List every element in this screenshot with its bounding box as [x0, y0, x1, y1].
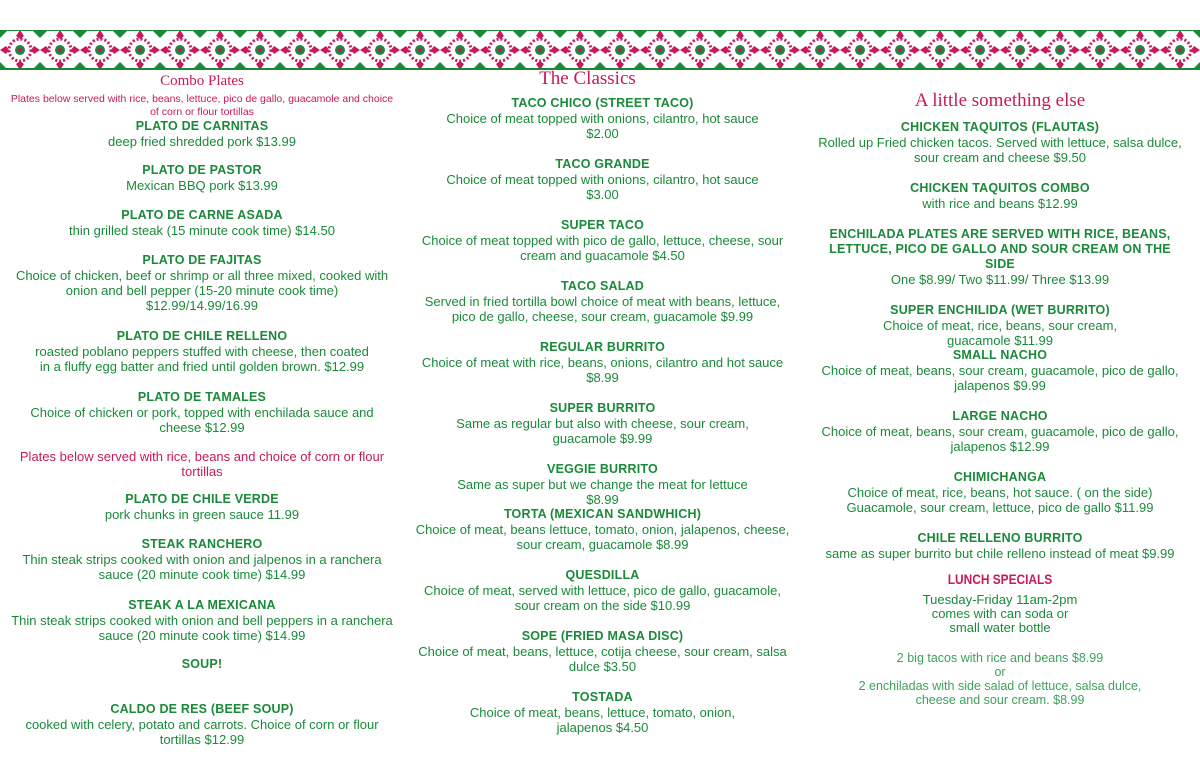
- combo-note: Plates below served with rice, beans, lettuce, pico de gallo, guacamole and choice of corn or flour tortillas: [10, 93, 394, 118]
- item-name: LARGE NACHO: [952, 409, 1048, 423]
- item-name: TACO SALAD: [560, 279, 644, 293]
- menu-item: [415, 401, 790, 446]
- lunch-specials-title: LUNCH SPECIALS: [947, 571, 1053, 587]
- item-name: VEGGIE BURRITO: [547, 462, 658, 476]
- combo-note-2: Plates below served with rice, beans and choice of corn or flour tortillas: [19, 449, 385, 479]
- item-name: TOSTADA: [572, 690, 633, 704]
- item-name: SUPER BURRITO: [549, 401, 656, 415]
- lunch-hours: Tuesday-Friday 11am-2pm: [922, 592, 1078, 607]
- menu-item: [415, 629, 790, 674]
- item-name: CHICKEN TAQUITOS (FLAUTAS): [900, 120, 1100, 134]
- item-name: PLATO DE FAJITAS: [142, 253, 262, 267]
- item-desc: pork chunks in green sauce 11.99: [104, 507, 300, 522]
- item-name: ENCHILADA PLATES ARE SERVED WITH RICE, BEANS, LETTUCE, PICO DE GALLO AND SOUR CREAM ON THE SIDE: [829, 227, 1171, 271]
- item-desc: Choice of meat topped with pico de gallo, lettuce, cheese, sour cream and guacamole $4.50: [421, 233, 784, 263]
- lunch-offer-enchiladas: 2 enchiladas with side salad of lettuce, salsa dulce, cheese and sour cream. $8.99: [858, 679, 1142, 707]
- item-name: TORTA (MEXICAN SANDWHICH): [503, 507, 702, 521]
- menu-item: [815, 348, 1185, 393]
- item-desc: Choice of meat topped with onions, cilantro, hot sauce $2.00: [446, 111, 759, 141]
- item-desc: Choice of meat, beans, sour cream, guacamole, pico de gallo, jalapenos $9.99: [821, 363, 1179, 393]
- item-name: STEAK RANCHERO: [141, 537, 263, 551]
- item-desc: Rolled up Fried chicken tacos. Served with lettuce, salsa dulce, sour cream and cheese $9.50: [818, 135, 1182, 165]
- item-desc: roasted poblano peppers stuffed with cheese, then coated in a fluffy egg batter and fried until golden brown. $12.99: [35, 344, 369, 374]
- item-name: PLATO DE CHILE RELLENO: [116, 329, 288, 343]
- item-name: SOPE (FRIED MASA DISC): [521, 629, 684, 643]
- menu-item: [815, 120, 1185, 165]
- item-desc: thin grilled steak (15 minute cook time) $14.50: [69, 223, 335, 238]
- lunch-specials: [815, 571, 1185, 707]
- item-name: CHIMICHANGA: [953, 470, 1047, 484]
- item-desc: Choice of meat, beans, sour cream, guacamole, pico de gallo, jalapenos $12.99: [821, 424, 1179, 454]
- item-desc: cooked with celery, potato and carrots. Choice of corn or flour tortillas $12.99: [25, 717, 379, 747]
- menu-item: [10, 119, 394, 149]
- item-desc: Thin steak strips cooked with onion and bell peppers in a ranchera sauce (20 minute cook time) $14.99: [11, 613, 393, 643]
- item-desc: Choice of chicken, beef or shrimp or all three mixed, cooked with onion and bell pepper (15-20 minute cook time) $12.99/14.99/16.99: [15, 268, 389, 313]
- section-title-combo-plates: Combo Plates: [160, 73, 244, 89]
- item-desc: with rice and beans $12.99: [922, 196, 1078, 211]
- menu-item: [815, 227, 1185, 287]
- menu-item: [415, 690, 790, 735]
- menu-item: [10, 390, 394, 435]
- menu-item: [415, 279, 790, 324]
- menu-item: [415, 218, 790, 263]
- item-name: SUPER TACO: [560, 218, 645, 232]
- menu-item: [415, 96, 790, 141]
- item-desc: Choice of meat, served with lettuce, pico de gallo, guacamole, sour cream on the side $10.99: [424, 583, 781, 613]
- menu-item: [10, 329, 394, 374]
- item-name: TACO CHICO (STREET TACO): [511, 96, 694, 110]
- item-desc: Same as super but we change the meat for lettuce $8.99: [457, 477, 748, 507]
- item-desc: Choice of meat, beans lettuce, tomato, onion, jalapenos, cheese, sour cream, guacamole $8.99: [415, 522, 790, 552]
- combo-items-list-2: [10, 492, 394, 643]
- item-name: CALDO DE RES (BEEF SOUP): [110, 702, 294, 716]
- section-title-something-else: A little something else: [914, 90, 1086, 111]
- item-name: SUPER ENCHILIDA (WET BURRITO): [890, 303, 1110, 317]
- item-name: PLATO DE CARNE ASADA: [121, 208, 283, 222]
- item-name: PLATO DE TAMALES: [137, 390, 267, 404]
- item-name: SMALL NACHO: [952, 348, 1048, 362]
- item-name: REGULAR BURRITO: [540, 340, 665, 354]
- item-name: CHILE RELLENO BURRITO: [917, 531, 1083, 545]
- classics-column: [415, 68, 790, 735]
- lunch-offer-tacos: 2 big tacos with rice and beans $8.99: [896, 651, 1104, 665]
- classics-items-list: [415, 96, 790, 735]
- item-desc: One $8.99/ Two $11.99/ Three $13.99: [890, 272, 1110, 287]
- lunch-drink: comes with can soda or small water bottle: [931, 606, 1069, 635]
- menu-item: [10, 598, 394, 643]
- menu-item: [10, 253, 394, 313]
- combo-plates-column: [10, 72, 394, 747]
- menu-item: [415, 568, 790, 613]
- item-desc: Choice of meat with rice, beans, onions, cilantro and hot sauce $8.99: [421, 355, 784, 385]
- item-desc: Same as regular but also with cheese, sour cream, guacamole $9.99: [456, 416, 749, 446]
- menu-item: [10, 702, 394, 747]
- item-name: TACO GRANDE: [555, 157, 650, 171]
- menu-item: [415, 462, 790, 507]
- combo-items-list: [10, 119, 394, 435]
- item-name: PLATO DE PASTOR: [142, 163, 262, 177]
- menu-item: [815, 470, 1185, 515]
- menu-item: [415, 157, 790, 202]
- menu-item: [415, 340, 790, 385]
- item-desc: Choice of meat, rice, beans, hot sauce. ( on the side) Guacamole, sour cream, lettuce, pico de gallo $11.99: [846, 485, 1154, 515]
- something-else-items-list: [815, 120, 1185, 561]
- menu-item: [10, 537, 394, 582]
- item-name: CHICKEN TAQUITOS COMBO: [910, 181, 1090, 195]
- item-desc: deep fried shredded pork $13.99: [108, 134, 296, 149]
- menu-item: [815, 531, 1185, 561]
- item-desc: Mexican BBQ pork $13.99: [126, 178, 278, 193]
- menu-item: [10, 163, 394, 193]
- item-desc: Choice of meat, rice, beans, sour cream, guacamole $11.99: [882, 318, 1118, 348]
- item-desc: Choice of chicken or pork, topped with enchilada sauce and cheese $12.99: [30, 405, 374, 435]
- menu-item: [10, 208, 394, 238]
- item-name: PLATO DE CHILE VERDE: [125, 492, 279, 506]
- menu-item: [815, 409, 1185, 454]
- item-name: QUESDILLA: [565, 568, 640, 582]
- item-name: PLATO DE CARNITAS: [135, 119, 269, 133]
- decorative-tile-border: [0, 30, 1200, 70]
- item-desc: Choice of meat, beans, lettuce, cotija cheese, sour cream, salsa dulce $3.50: [418, 644, 787, 674]
- something-else-column: [815, 90, 1185, 707]
- item-desc: Thin steak strips cooked with onion and jalpenos in a ranchera sauce (20 minute cook time) $14.99: [22, 552, 382, 582]
- item-desc: Choice of meat topped with onions, cilantro, hot sauce $3.00: [446, 172, 759, 202]
- lunch-or: or: [994, 665, 1006, 679]
- menu-item: [415, 507, 790, 552]
- section-title-classics: The Classics: [539, 68, 636, 89]
- item-desc: Choice of meat, beans, lettuce, tomato, onion, jalapenos $4.50: [469, 705, 736, 735]
- soup-heading: SOUP!: [181, 657, 223, 671]
- item-desc: same as super burrito but chile relleno instead of meat $9.99: [825, 546, 1175, 561]
- item-desc: Served in fried tortilla bowl choice of meat with beans, lettuce, pico de gallo, cheese, sour cream, guacamole $9.99: [424, 294, 781, 324]
- item-name: STEAK A LA MEXICANA: [128, 598, 276, 612]
- menu-item: [815, 303, 1185, 348]
- menu-item: [815, 181, 1185, 211]
- menu-item: [10, 492, 394, 522]
